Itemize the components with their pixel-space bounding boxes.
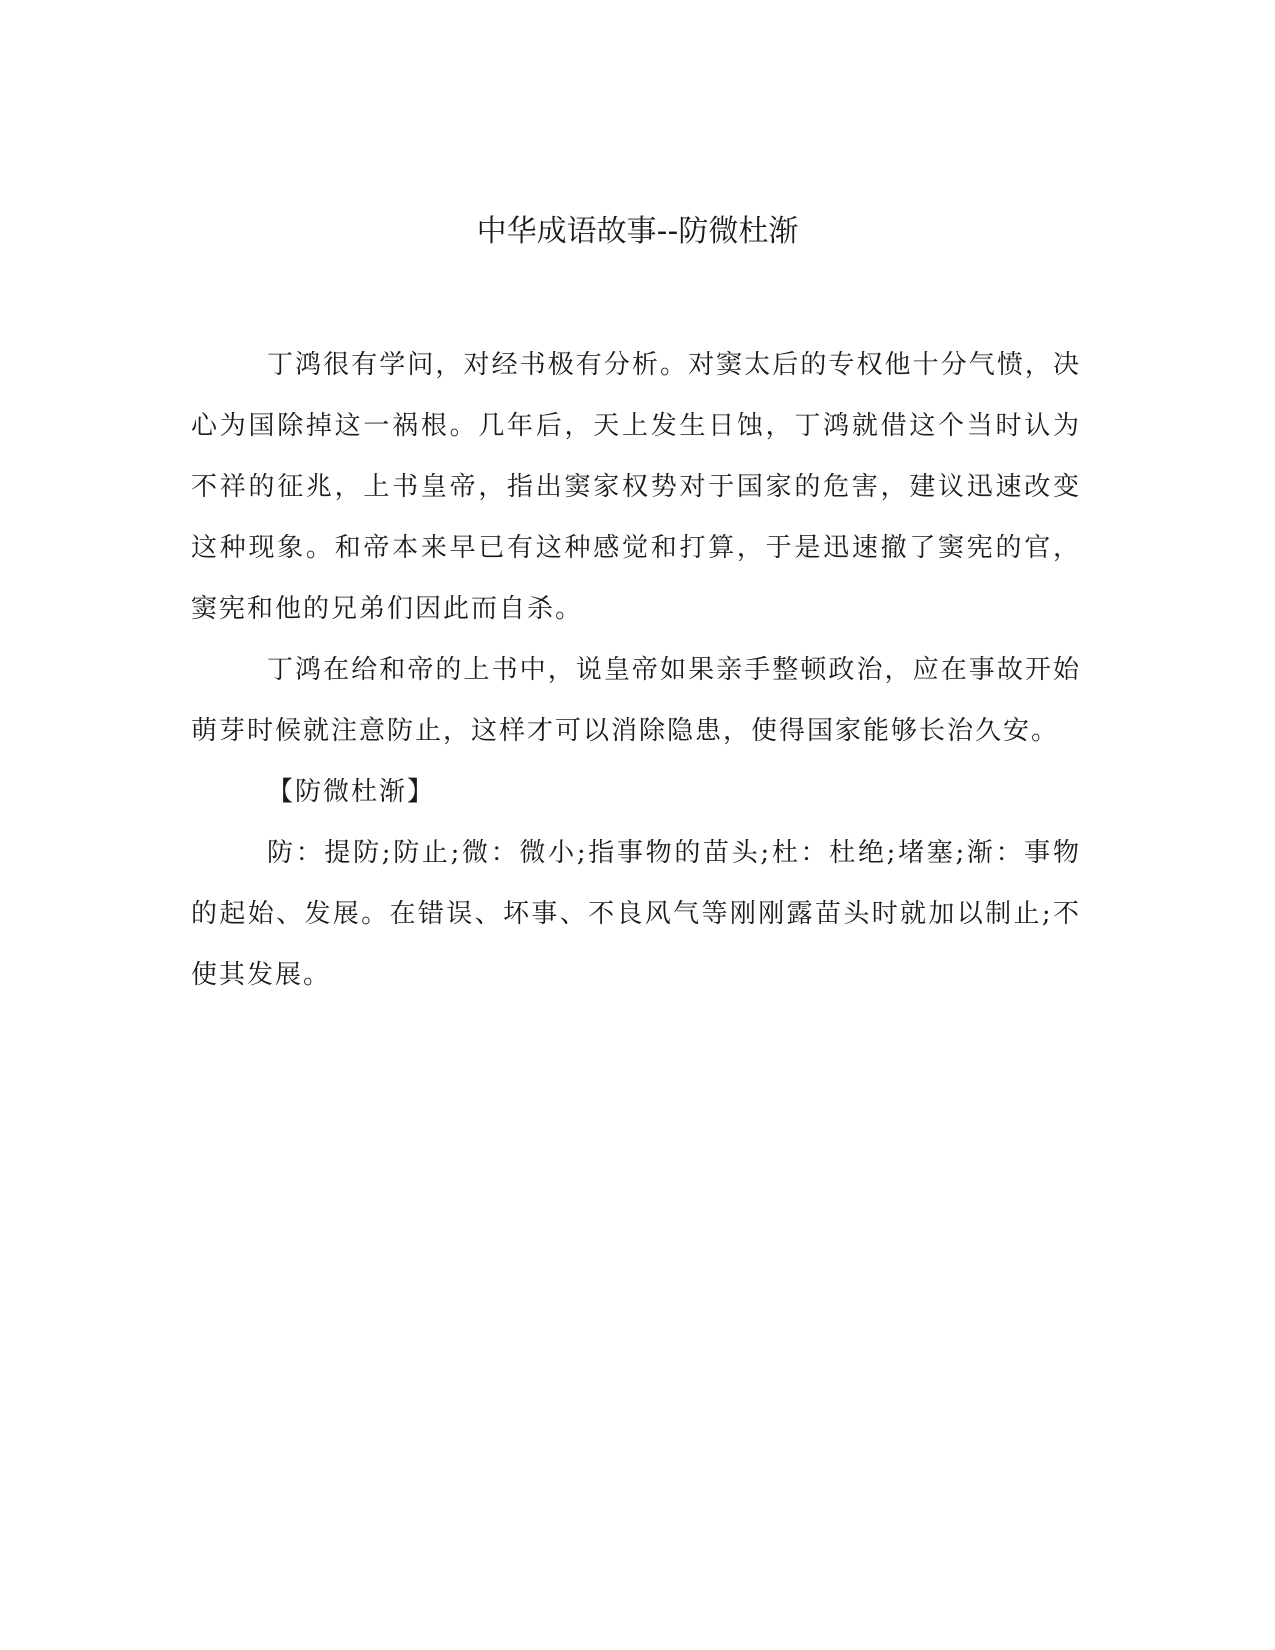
paragraph-definition: 防：提防;防止;微：微小;指事物的苗头;杜：杜绝;堵塞;渐：事物的起始、发展。在错误、坏事、不良风气等刚刚露苗头时就加以制止;不使其发展。 xyxy=(191,838,1081,990)
paragraph-advice: 丁鸿在给和帝的上书中，说皇帝如果亲手整顿政治，应在事故开始萌芽时候就注意防止，这样才可以消除隐患，使得国家能够长治久安。 xyxy=(191,655,1081,746)
document-title: 中华成语故事--防微杜渐 xyxy=(476,214,799,249)
idiom-heading: 【防微杜渐】 xyxy=(267,777,436,807)
document-body xyxy=(191,335,1081,1006)
paragraph-story: 丁鸿很有学问，对经书极有分析。对窦太后的专权他十分气愤，决心为国除掉这一祸根。几年后，天上发生日蚀，丁鸿就借这个当时认为不祥的征兆，上书皇帝，指出窦家权势对于国家的危害，建议迅速改变这种现象。和帝本来早已有这种感觉和打算，于是迅速撤了窦宪的官，窦宪和他的兄弟们因此而自杀。 xyxy=(191,350,1081,624)
